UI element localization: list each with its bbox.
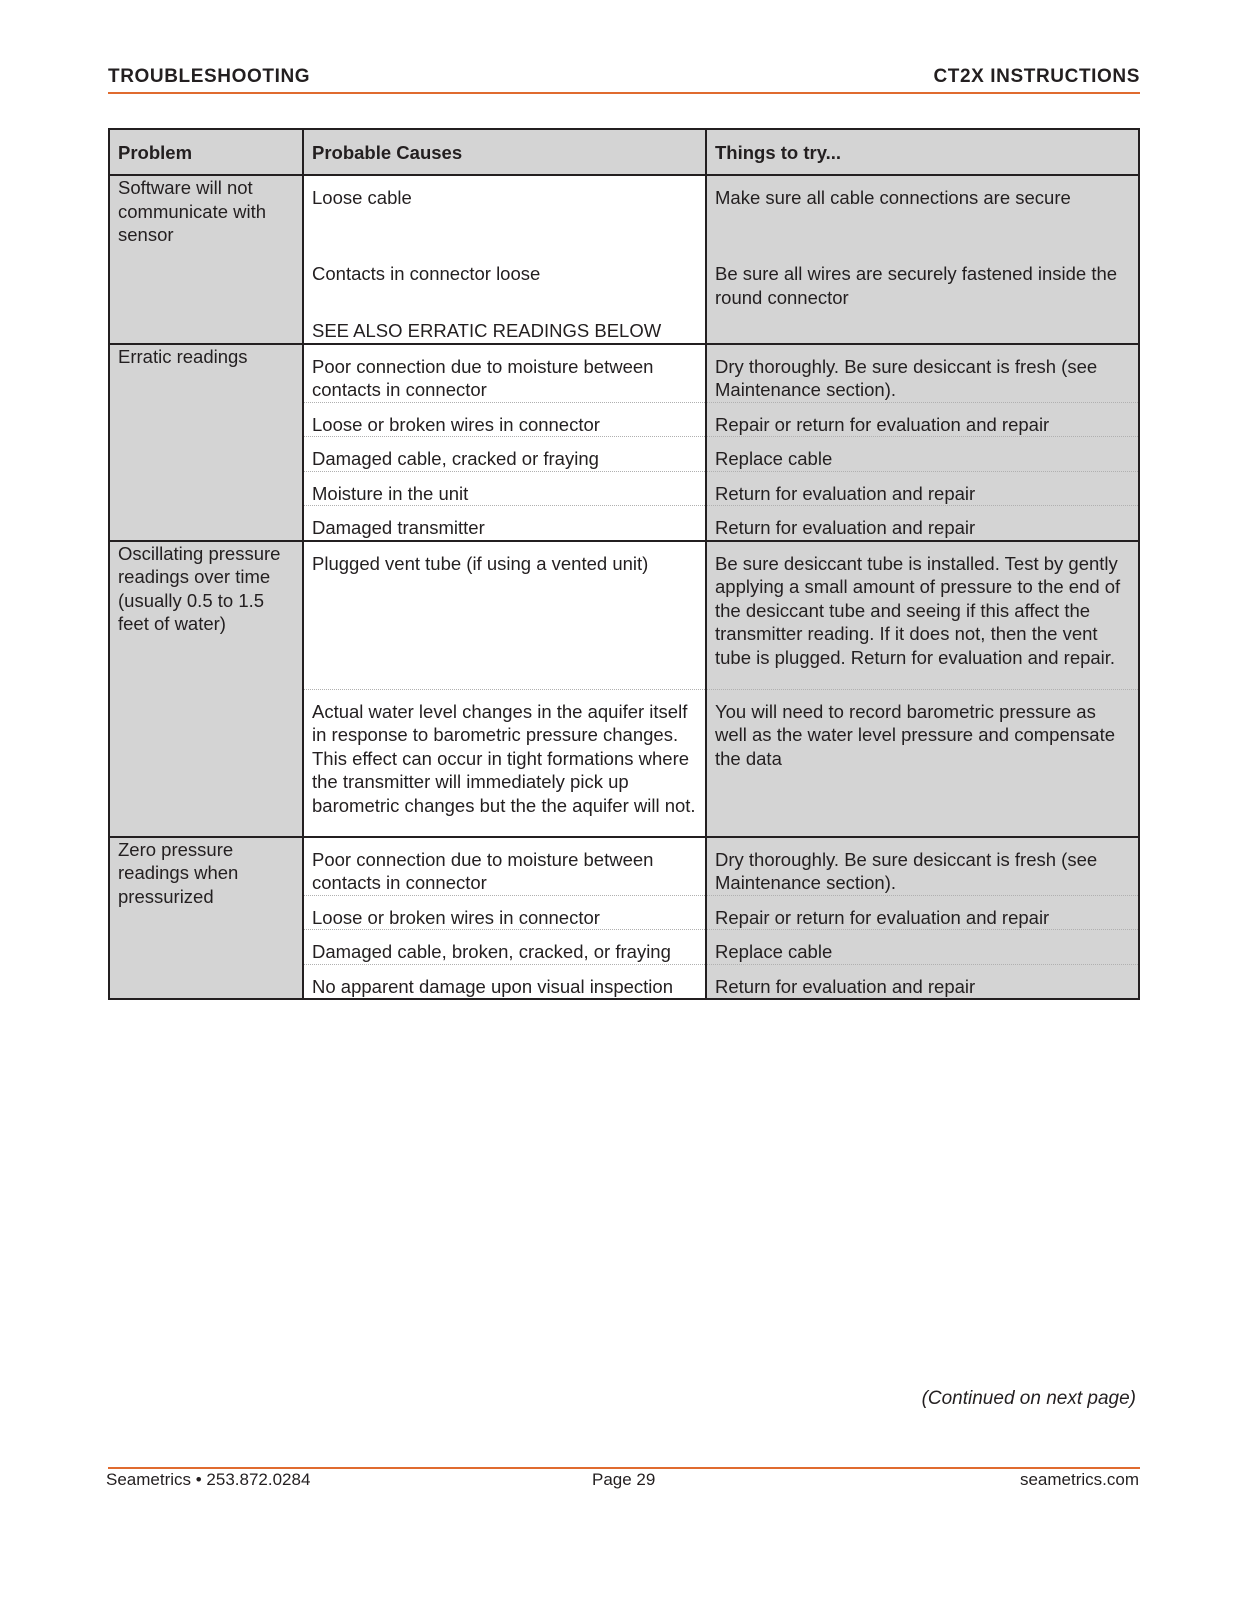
footer-divider	[108, 1467, 1140, 1469]
page-header	[108, 66, 1140, 94]
remedy-cell: Replace cable	[715, 448, 833, 469]
problem-cell: Zero pressure readings when pressurized	[109, 837, 303, 1000]
table-row	[109, 344, 1139, 403]
remedy-cell	[715, 309, 1130, 319]
cause-cell: Loose cable	[312, 187, 412, 208]
column-header-causes: Probable Causes	[303, 129, 706, 175]
remedy-cell: Make sure all cable connections are secure	[715, 187, 1071, 208]
footer-company: Seametrics • 253.872.0284	[106, 1470, 311, 1489]
remedy-cell: Be sure desiccant tube is installed. Test by gently applying a small amount of pressure to the end of the desiccant tube and seeing if this affect the transmitter reading. If it does not, then the vent tube is plugged. Return for evaluation and repair.	[715, 552, 1121, 668]
footer-website: seametrics.com	[1019, 1470, 1139, 1489]
continued-note: (Continued on next page)	[921, 1388, 1136, 1409]
cause-cell: Loose or broken wires in connector	[312, 906, 600, 928]
remedy-cell: Dry thoroughly. Be sure desiccant is fresh (see Maintenance section).	[715, 848, 1098, 893]
document-title: CT2X INSTRUCTIONS	[933, 66, 1140, 87]
page-number: Page 29	[592, 1470, 656, 1489]
remedy-cell: Dry thoroughly. Be sure desiccant is fresh (see Maintenance section).	[715, 355, 1098, 400]
table-row	[109, 837, 1139, 896]
remedy-cell: Replace cable	[715, 941, 833, 962]
remedy-cell: Repair or return for evaluation and repair	[715, 413, 1050, 435]
cause-cell: No apparent damage upon visual inspection	[312, 975, 673, 997]
cause-cell: SEE ALSO ERRATIC READINGS BELOW	[312, 320, 662, 341]
table-header-row	[109, 129, 1139, 175]
column-header-problem: Problem	[109, 129, 303, 175]
cause-cell: Damaged transmitter	[312, 517, 485, 538]
cause-cell: Damaged cable, broken, cracked, or fraying	[312, 941, 671, 962]
remedy-cell: Repair or return for evaluation and repair	[715, 906, 1050, 928]
remedy-cell: Return for evaluation and repair	[715, 517, 976, 538]
cause-cell: Loose or broken wires in connector	[312, 413, 600, 435]
remedy-cell: Return for evaluation and repair	[715, 482, 976, 504]
remedy-cell: Be sure all wires are securely fastened inside the round connector	[715, 263, 1118, 308]
column-header-things-to-try: Things to try...	[706, 129, 1139, 175]
problem-cell: Erratic readings	[109, 344, 303, 541]
remedy-cell: Return for evaluation and repair	[715, 975, 976, 997]
problem-cell: Oscillating pressure readings over time (usually 0.5 to 1.5 feet of water)	[109, 541, 303, 837]
cause-cell: Poor connection due to moisture between contacts in connector	[312, 355, 654, 400]
remedy-cell: You will need to record barometric pressure as well as the water level pressure and compensate the data	[715, 700, 1116, 769]
cause-cell: Moisture in the unit	[312, 482, 469, 504]
cause-cell: Damaged cable, cracked or fraying	[312, 448, 599, 469]
cause-cell: Contacts in connector loose	[312, 263, 541, 284]
table-row	[109, 175, 1139, 252]
cause-cell: Actual water level changes in the aquifer itself in response to barometric pressure changes. This effect can occur in tight formations where the transmitter will immediately pick up barometric changes but the the aquifer will not.	[312, 700, 696, 816]
section-title: TROUBLESHOOTING	[108, 66, 311, 87]
table-row	[109, 541, 1139, 690]
troubleshooting-table	[108, 128, 1140, 1000]
cause-cell: Plugged vent tube (if using a vented unit)	[312, 552, 649, 574]
cause-cell: Poor connection due to moisture between contacts in connector	[312, 848, 654, 893]
problem-cell: Software will not communicate with sensor	[109, 175, 303, 344]
